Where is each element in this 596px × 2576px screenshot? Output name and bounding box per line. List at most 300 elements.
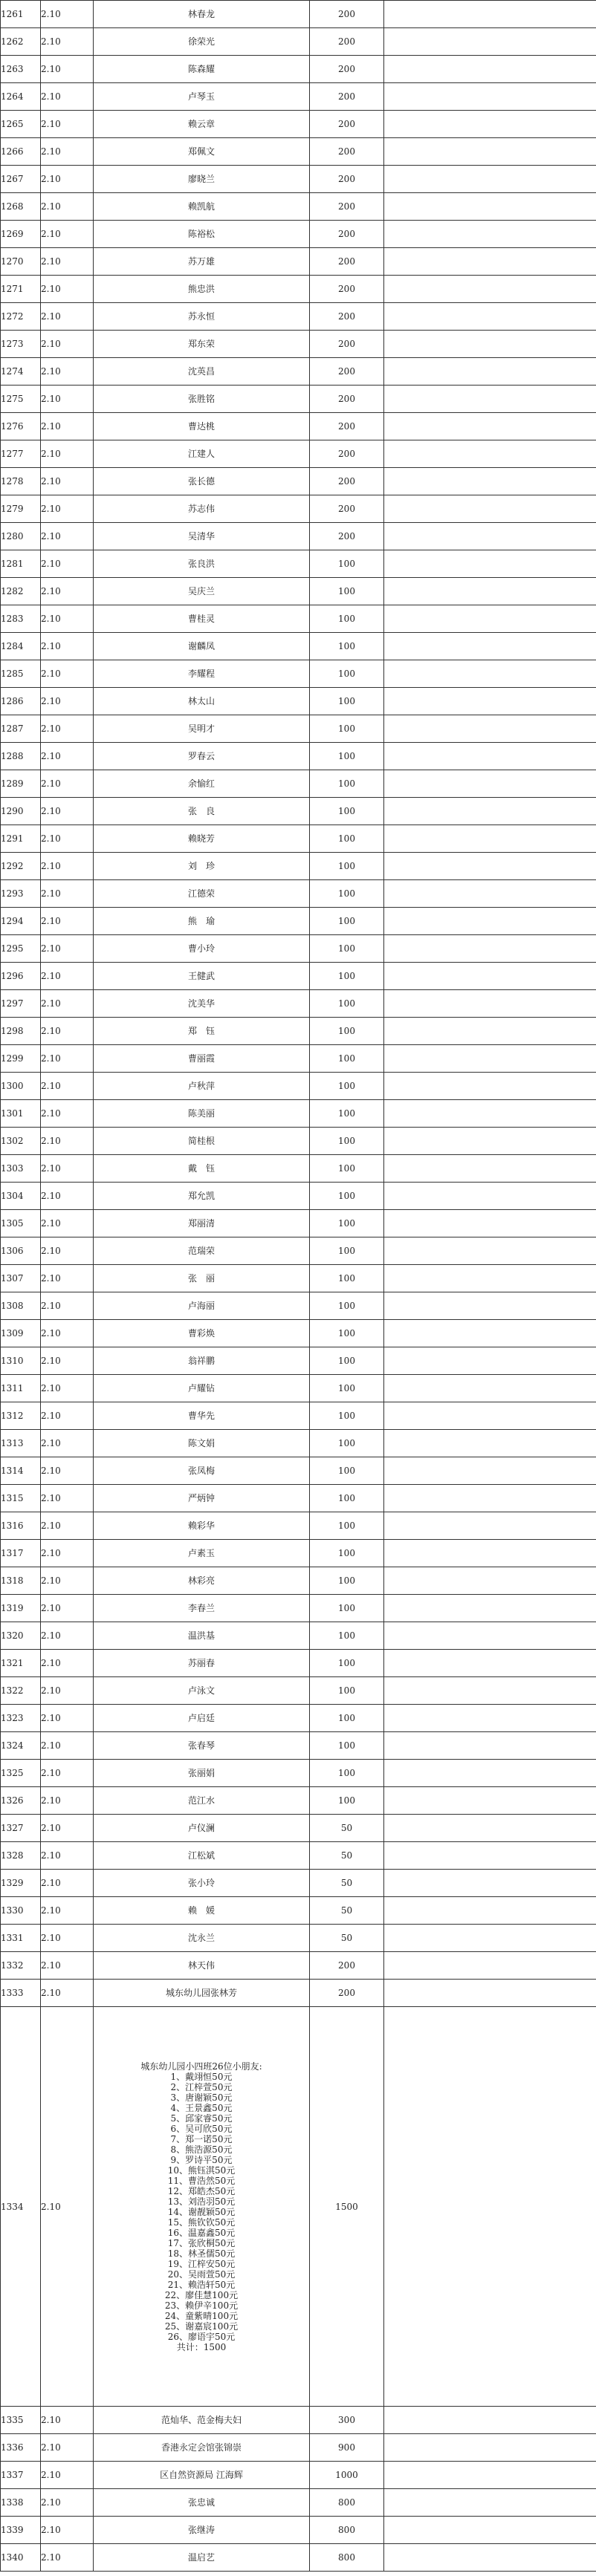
row-amount: 200 — [310, 276, 384, 303]
row-blank-cell — [384, 276, 596, 303]
row-amount: 200 — [310, 138, 384, 166]
row-amount: 100 — [310, 1540, 384, 1567]
row-number: 1306 — [1, 1237, 41, 1265]
donor-name: 郑丽清 — [94, 1210, 310, 1237]
row-amount: 100 — [310, 743, 384, 770]
row-number: 1323 — [1, 1705, 41, 1732]
table-row — [1, 1485, 596, 1512]
row-number: 1270 — [1, 248, 41, 276]
row-number: 1311 — [1, 1375, 41, 1402]
row-number: 1281 — [1, 550, 41, 578]
detail-line: 17、张欣桐50元 — [167, 2237, 236, 2248]
row-amount: 200 — [310, 358, 384, 386]
table-row — [1, 468, 596, 495]
row-number: 1300 — [1, 1073, 41, 1100]
donor-name: 吴庆兰 — [94, 578, 310, 605]
table-row — [1, 550, 596, 578]
row-date: 2.10 — [41, 1595, 94, 1622]
donor-name: 范江水 — [94, 1787, 310, 1815]
donor-name: 温启艺 — [94, 2544, 310, 2572]
detail-line: 18、林圣儒50元 — [167, 2248, 236, 2259]
row-amount: 100 — [310, 1567, 384, 1595]
row-amount: 100 — [310, 1402, 384, 1430]
row-blank-cell — [384, 1457, 596, 1485]
donor-name: 范瑞荣 — [94, 1237, 310, 1265]
row-blank-cell — [384, 56, 596, 83]
detail-line: 10、熊钰淇50元 — [167, 2164, 236, 2176]
row-number: 1303 — [1, 1155, 41, 1183]
row-date: 2.10 — [41, 193, 94, 221]
row-blank-cell — [384, 1650, 596, 1677]
row-number: 1319 — [1, 1595, 41, 1622]
row-amount: 100 — [310, 1760, 384, 1787]
row-amount: 100 — [310, 1100, 384, 1128]
row-blank-cell — [384, 1952, 596, 1980]
row-number: 1335 — [1, 2407, 41, 2434]
row-blank-cell — [384, 990, 596, 1018]
row-number: 1304 — [1, 1183, 41, 1210]
row-amount: 100 — [310, 1787, 384, 1815]
row-date: 2.10 — [41, 1347, 94, 1375]
donor-name: 张长德 — [94, 468, 310, 495]
table-row — [1, 1787, 596, 1815]
donor-name: 赖 媛 — [94, 1897, 310, 1925]
row-blank-cell — [384, 2489, 596, 2517]
row-amount: 100 — [310, 1265, 384, 1292]
row-blank-cell — [384, 1787, 596, 1815]
detail-line: 26、廖语宇50元 — [167, 2331, 236, 2342]
row-number: 1280 — [1, 523, 41, 550]
row-date: 2.10 — [41, 1210, 94, 1237]
row-amount: 1500 — [310, 2007, 384, 2407]
row-blank-cell — [384, 303, 596, 331]
row-date: 2.10 — [41, 166, 94, 193]
row-number: 1266 — [1, 138, 41, 166]
row-amount: 200 — [310, 1952, 384, 1980]
row-blank-cell — [384, 468, 596, 495]
detail-line: 15、熊钦钦50元 — [167, 2216, 236, 2228]
table-row — [1, 2434, 596, 2462]
table-row — [1, 578, 596, 605]
donor-name: 余愉红 — [94, 770, 310, 798]
row-blank-cell — [384, 2517, 596, 2544]
donor-name: 江德荣 — [94, 880, 310, 908]
row-amount: 200 — [310, 413, 384, 440]
donor-name: 郑佩文 — [94, 138, 310, 166]
row-number: 1309 — [1, 1320, 41, 1347]
row-date: 2.10 — [41, 605, 94, 633]
row-blank-cell — [384, 1128, 596, 1155]
table-row — [1, 908, 596, 935]
row-number: 1291 — [1, 825, 41, 853]
row-amount: 200 — [310, 193, 384, 221]
table-row — [1, 1567, 596, 1595]
donor-name: 香港永定会馆张锦崇 — [94, 2434, 310, 2462]
row-blank-cell — [384, 193, 596, 221]
row-date: 2.10 — [41, 440, 94, 468]
row-amount: 100 — [310, 1457, 384, 1485]
row-blank-cell — [384, 880, 596, 908]
row-date: 2.10 — [41, 386, 94, 413]
donor-name: 郑允凯 — [94, 1183, 310, 1210]
row-number: 1331 — [1, 1925, 41, 1952]
row-amount: 200 — [310, 28, 384, 56]
row-amount: 200 — [310, 386, 384, 413]
row-number: 1294 — [1, 908, 41, 935]
row-blank-cell — [384, 1237, 596, 1265]
row-date: 2.10 — [41, 770, 94, 798]
row-number: 1318 — [1, 1567, 41, 1595]
table-row — [1, 715, 596, 743]
row-date: 2.10 — [41, 853, 94, 880]
donor-name: 卢仪澜 — [94, 1815, 310, 1842]
table-row — [1, 1705, 596, 1732]
table-row — [1, 1155, 596, 1183]
table-row — [1, 303, 596, 331]
donor-name: 江松斌 — [94, 1842, 310, 1870]
row-date: 2.10 — [41, 2544, 94, 2572]
table-row — [1, 1347, 596, 1375]
donor-name: 简桂根 — [94, 1128, 310, 1155]
detail-line: 13、刘浩羽50元 — [167, 2196, 236, 2207]
table-row — [1, 1952, 596, 1980]
row-amount: 100 — [310, 1183, 384, 1210]
donor-name: 王健武 — [94, 963, 310, 990]
donor-name: 李耀程 — [94, 660, 310, 688]
table-row — [1, 1595, 596, 1622]
row-amount: 100 — [310, 633, 384, 660]
row-date: 2.10 — [41, 83, 94, 111]
table-row — [1, 798, 596, 825]
row-number: 1277 — [1, 440, 41, 468]
row-amount: 200 — [310, 166, 384, 193]
row-date: 2.10 — [41, 688, 94, 715]
row-number: 1340 — [1, 2544, 41, 2572]
detail-line: 7、郑一诺50元 — [170, 2133, 233, 2144]
row-number: 1261 — [1, 1, 41, 28]
donor-group-detail — [94, 2007, 310, 2407]
donor-name: 严炳钟 — [94, 1485, 310, 1512]
donor-name: 曹华先 — [94, 1402, 310, 1430]
row-amount: 200 — [310, 303, 384, 331]
detail-line: 1、戴翊恒50元 — [170, 2071, 233, 2082]
row-date: 2.10 — [41, 303, 94, 331]
row-blank-cell — [384, 413, 596, 440]
row-date: 2.10 — [41, 1457, 94, 1485]
detail-line: 22、廖佳慧100元 — [164, 2289, 239, 2300]
row-blank-cell — [384, 1430, 596, 1457]
row-date: 2.10 — [41, 1155, 94, 1183]
row-blank-cell — [384, 1512, 596, 1540]
donor-name: 卢泳文 — [94, 1677, 310, 1705]
row-amount: 200 — [310, 111, 384, 138]
row-blank-cell — [384, 1320, 596, 1347]
row-blank-cell — [384, 963, 596, 990]
donor-name: 徐荣光 — [94, 28, 310, 56]
row-number: 1279 — [1, 495, 41, 523]
donor-name: 张继涛 — [94, 2517, 310, 2544]
row-date: 2.10 — [41, 138, 94, 166]
row-blank-cell — [384, 605, 596, 633]
table-row — [1, 1320, 596, 1347]
row-date: 2.10 — [41, 2007, 94, 2407]
table-row — [1, 1100, 596, 1128]
row-date: 2.10 — [41, 28, 94, 56]
row-amount: 200 — [310, 56, 384, 83]
table-row — [1, 1842, 596, 1870]
donor-name: 张胜铭 — [94, 386, 310, 413]
row-blank-cell — [384, 1980, 596, 2007]
row-blank-cell — [384, 221, 596, 248]
row-date: 2.10 — [41, 1705, 94, 1732]
donor-name: 赖凯航 — [94, 193, 310, 221]
row-blank-cell — [384, 1402, 596, 1430]
donor-name: 沈美华 — [94, 990, 310, 1018]
row-date: 2.10 — [41, 495, 94, 523]
row-date: 2.10 — [41, 2517, 94, 2544]
table-row — [1, 743, 596, 770]
donor-name: 卢素玉 — [94, 1540, 310, 1567]
donor-name: 张春琴 — [94, 1732, 310, 1760]
table-row — [1, 1183, 596, 1210]
row-number: 1271 — [1, 276, 41, 303]
table-row — [1, 495, 596, 523]
donor-name: 刘 珍 — [94, 853, 310, 880]
row-number: 1308 — [1, 1292, 41, 1320]
row-number: 1290 — [1, 798, 41, 825]
row-date: 2.10 — [41, 1292, 94, 1320]
row-amount: 100 — [310, 1128, 384, 1155]
row-date: 2.10 — [41, 1430, 94, 1457]
row-blank-cell — [384, 2007, 596, 2407]
table-row — [1, 1512, 596, 1540]
row-date: 2.10 — [41, 1100, 94, 1128]
row-date: 2.10 — [41, 1650, 94, 1677]
row-blank-cell — [384, 743, 596, 770]
row-blank-cell — [384, 1073, 596, 1100]
row-number: 1276 — [1, 413, 41, 440]
table-row — [1, 1870, 596, 1897]
table-row — [1, 1237, 596, 1265]
table-row — [1, 1430, 596, 1457]
row-date: 2.10 — [41, 1018, 94, 1045]
table-row — [1, 440, 596, 468]
row-number: 1274 — [1, 358, 41, 386]
row-amount: 800 — [310, 2544, 384, 2572]
row-date: 2.10 — [41, 413, 94, 440]
detail-line: 16、温嘉鑫50元 — [167, 2227, 236, 2238]
row-amount: 50 — [310, 1925, 384, 1952]
table-row — [1, 1128, 596, 1155]
donor-name: 苏志伟 — [94, 495, 310, 523]
detail-line: 23、赖伊辛100元 — [164, 2300, 239, 2311]
donor-name: 林春龙 — [94, 1, 310, 28]
row-number: 1338 — [1, 2489, 41, 2517]
row-date: 2.10 — [41, 908, 94, 935]
row-date: 2.10 — [41, 1045, 94, 1073]
row-number: 1321 — [1, 1650, 41, 1677]
donor-name: 曹达桃 — [94, 413, 310, 440]
row-blank-cell — [384, 1842, 596, 1870]
row-date: 2.10 — [41, 1787, 94, 1815]
table-row — [1, 2544, 596, 2572]
row-blank-cell — [384, 331, 596, 358]
detail-line: 2、江梓萱50元 — [170, 2081, 233, 2092]
table-row — [1, 770, 596, 798]
row-amount: 100 — [310, 1677, 384, 1705]
row-amount: 100 — [310, 688, 384, 715]
row-number: 1262 — [1, 28, 41, 56]
row-date: 2.10 — [41, 1980, 94, 2007]
row-blank-cell — [384, 523, 596, 550]
detail-line: 12、郑皓杰50元 — [167, 2185, 236, 2196]
row-blank-cell — [384, 1018, 596, 1045]
row-blank-cell — [384, 1155, 596, 1183]
donor-name: 苏万雄 — [94, 248, 310, 276]
table-row — [1, 138, 596, 166]
donor-name: 张凤梅 — [94, 1457, 310, 1485]
row-blank-cell — [384, 1, 596, 28]
row-blank-cell — [384, 1292, 596, 1320]
donor-name: 卢秋萍 — [94, 1073, 310, 1100]
row-date: 2.10 — [41, 1677, 94, 1705]
table-row — [1, 1650, 596, 1677]
row-number: 1269 — [1, 221, 41, 248]
table-row — [1, 1540, 596, 1567]
row-amount: 100 — [310, 825, 384, 853]
row-number: 1272 — [1, 303, 41, 331]
detail-line: 6、吴可欣50元 — [170, 2123, 233, 2134]
row-amount: 100 — [310, 1650, 384, 1677]
row-number: 1315 — [1, 1485, 41, 1512]
row-date: 2.10 — [41, 633, 94, 660]
row-date: 2.10 — [41, 2489, 94, 2517]
row-amount: 100 — [310, 1732, 384, 1760]
donor-name: 罗春云 — [94, 743, 310, 770]
row-blank-cell — [384, 2462, 596, 2489]
donor-name: 区自然资源局 江海辉 — [94, 2462, 310, 2489]
row-number: 1333 — [1, 1980, 41, 2007]
donor-name: 郑 钰 — [94, 1018, 310, 1045]
row-number: 1285 — [1, 660, 41, 688]
table-row — [1, 386, 596, 413]
row-date: 2.10 — [41, 1622, 94, 1650]
donor-name: 曹小玲 — [94, 935, 310, 963]
row-amount: 100 — [310, 1073, 384, 1100]
row-number: 1289 — [1, 770, 41, 798]
row-number: 1299 — [1, 1045, 41, 1073]
row-blank-cell — [384, 1045, 596, 1073]
table-row — [1, 935, 596, 963]
row-blank-cell — [384, 935, 596, 963]
detail-line: 城东幼儿园小四班26位小朋友: — [140, 2061, 262, 2072]
table-row — [1, 2407, 596, 2434]
row-number: 1263 — [1, 56, 41, 83]
row-number: 1293 — [1, 880, 41, 908]
row-amount: 200 — [310, 248, 384, 276]
row-blank-cell — [384, 2407, 596, 2434]
row-number: 1295 — [1, 935, 41, 963]
row-date: 2.10 — [41, 1, 94, 28]
row-date: 2.10 — [41, 248, 94, 276]
detail-line: 14、谢靓颖50元 — [167, 2206, 236, 2217]
row-number: 1326 — [1, 1787, 41, 1815]
detail-line: 共计：1500 — [176, 2341, 227, 2352]
row-number: 1282 — [1, 578, 41, 605]
table-row — [1, 825, 596, 853]
row-date: 2.10 — [41, 1128, 94, 1155]
row-number: 1273 — [1, 331, 41, 358]
row-date: 2.10 — [41, 2462, 94, 2489]
row-blank-cell — [384, 386, 596, 413]
row-amount: 200 — [310, 1, 384, 28]
row-blank-cell — [384, 495, 596, 523]
row-amount: 100 — [310, 1210, 384, 1237]
detail-line: 3、唐谢颖50元 — [170, 2092, 233, 2103]
row-date: 2.10 — [41, 1815, 94, 1842]
row-amount: 200 — [310, 1980, 384, 2007]
donation-rows — [1, 1, 596, 2007]
donor-name: 谢麟凤 — [94, 633, 310, 660]
row-number: 1264 — [1, 83, 41, 111]
donor-name: 陈美丽 — [94, 1100, 310, 1128]
row-number: 1267 — [1, 166, 41, 193]
donor-name: 曹丽霞 — [94, 1045, 310, 1073]
row-date: 2.10 — [41, 221, 94, 248]
row-blank-cell — [384, 1347, 596, 1375]
row-number: 1316 — [1, 1512, 41, 1540]
donor-name: 范灿华、范金梅夫妇 — [94, 2407, 310, 2434]
donor-name: 卢琴玉 — [94, 83, 310, 111]
row-date: 2.10 — [41, 2407, 94, 2434]
row-date: 2.10 — [41, 1925, 94, 1952]
table-row-detail — [1, 2007, 596, 2407]
row-number: 1328 — [1, 1842, 41, 1870]
table-row — [1, 990, 596, 1018]
donor-name: 廖晓兰 — [94, 166, 310, 193]
row-number: 1268 — [1, 193, 41, 221]
row-amount: 100 — [310, 1292, 384, 1320]
row-date: 2.10 — [41, 1265, 94, 1292]
row-number: 1278 — [1, 468, 41, 495]
row-date: 2.10 — [41, 1897, 94, 1925]
donor-name: 熊 瑜 — [94, 908, 310, 935]
row-amount: 100 — [310, 1485, 384, 1512]
row-date: 2.10 — [41, 523, 94, 550]
row-amount: 100 — [310, 990, 384, 1018]
row-number: 1339 — [1, 2517, 41, 2544]
row-blank-cell — [384, 715, 596, 743]
row-blank-cell — [384, 1375, 596, 1402]
table-row — [1, 2489, 596, 2517]
row-blank-cell — [384, 111, 596, 138]
donor-name: 张 良 — [94, 798, 310, 825]
row-blank-cell — [384, 2544, 596, 2572]
row-blank-cell — [384, 1485, 596, 1512]
donor-name: 温洪基 — [94, 1622, 310, 1650]
row-number: 1332 — [1, 1952, 41, 1980]
row-date: 2.10 — [41, 1870, 94, 1897]
row-amount: 100 — [310, 798, 384, 825]
row-amount: 100 — [310, 1430, 384, 1457]
row-blank-cell — [384, 1732, 596, 1760]
row-date: 2.10 — [41, 1760, 94, 1787]
table-row — [1, 880, 596, 908]
table-row — [1, 853, 596, 880]
row-blank-cell — [384, 28, 596, 56]
row-number: 1286 — [1, 688, 41, 715]
row-blank-cell — [384, 798, 596, 825]
